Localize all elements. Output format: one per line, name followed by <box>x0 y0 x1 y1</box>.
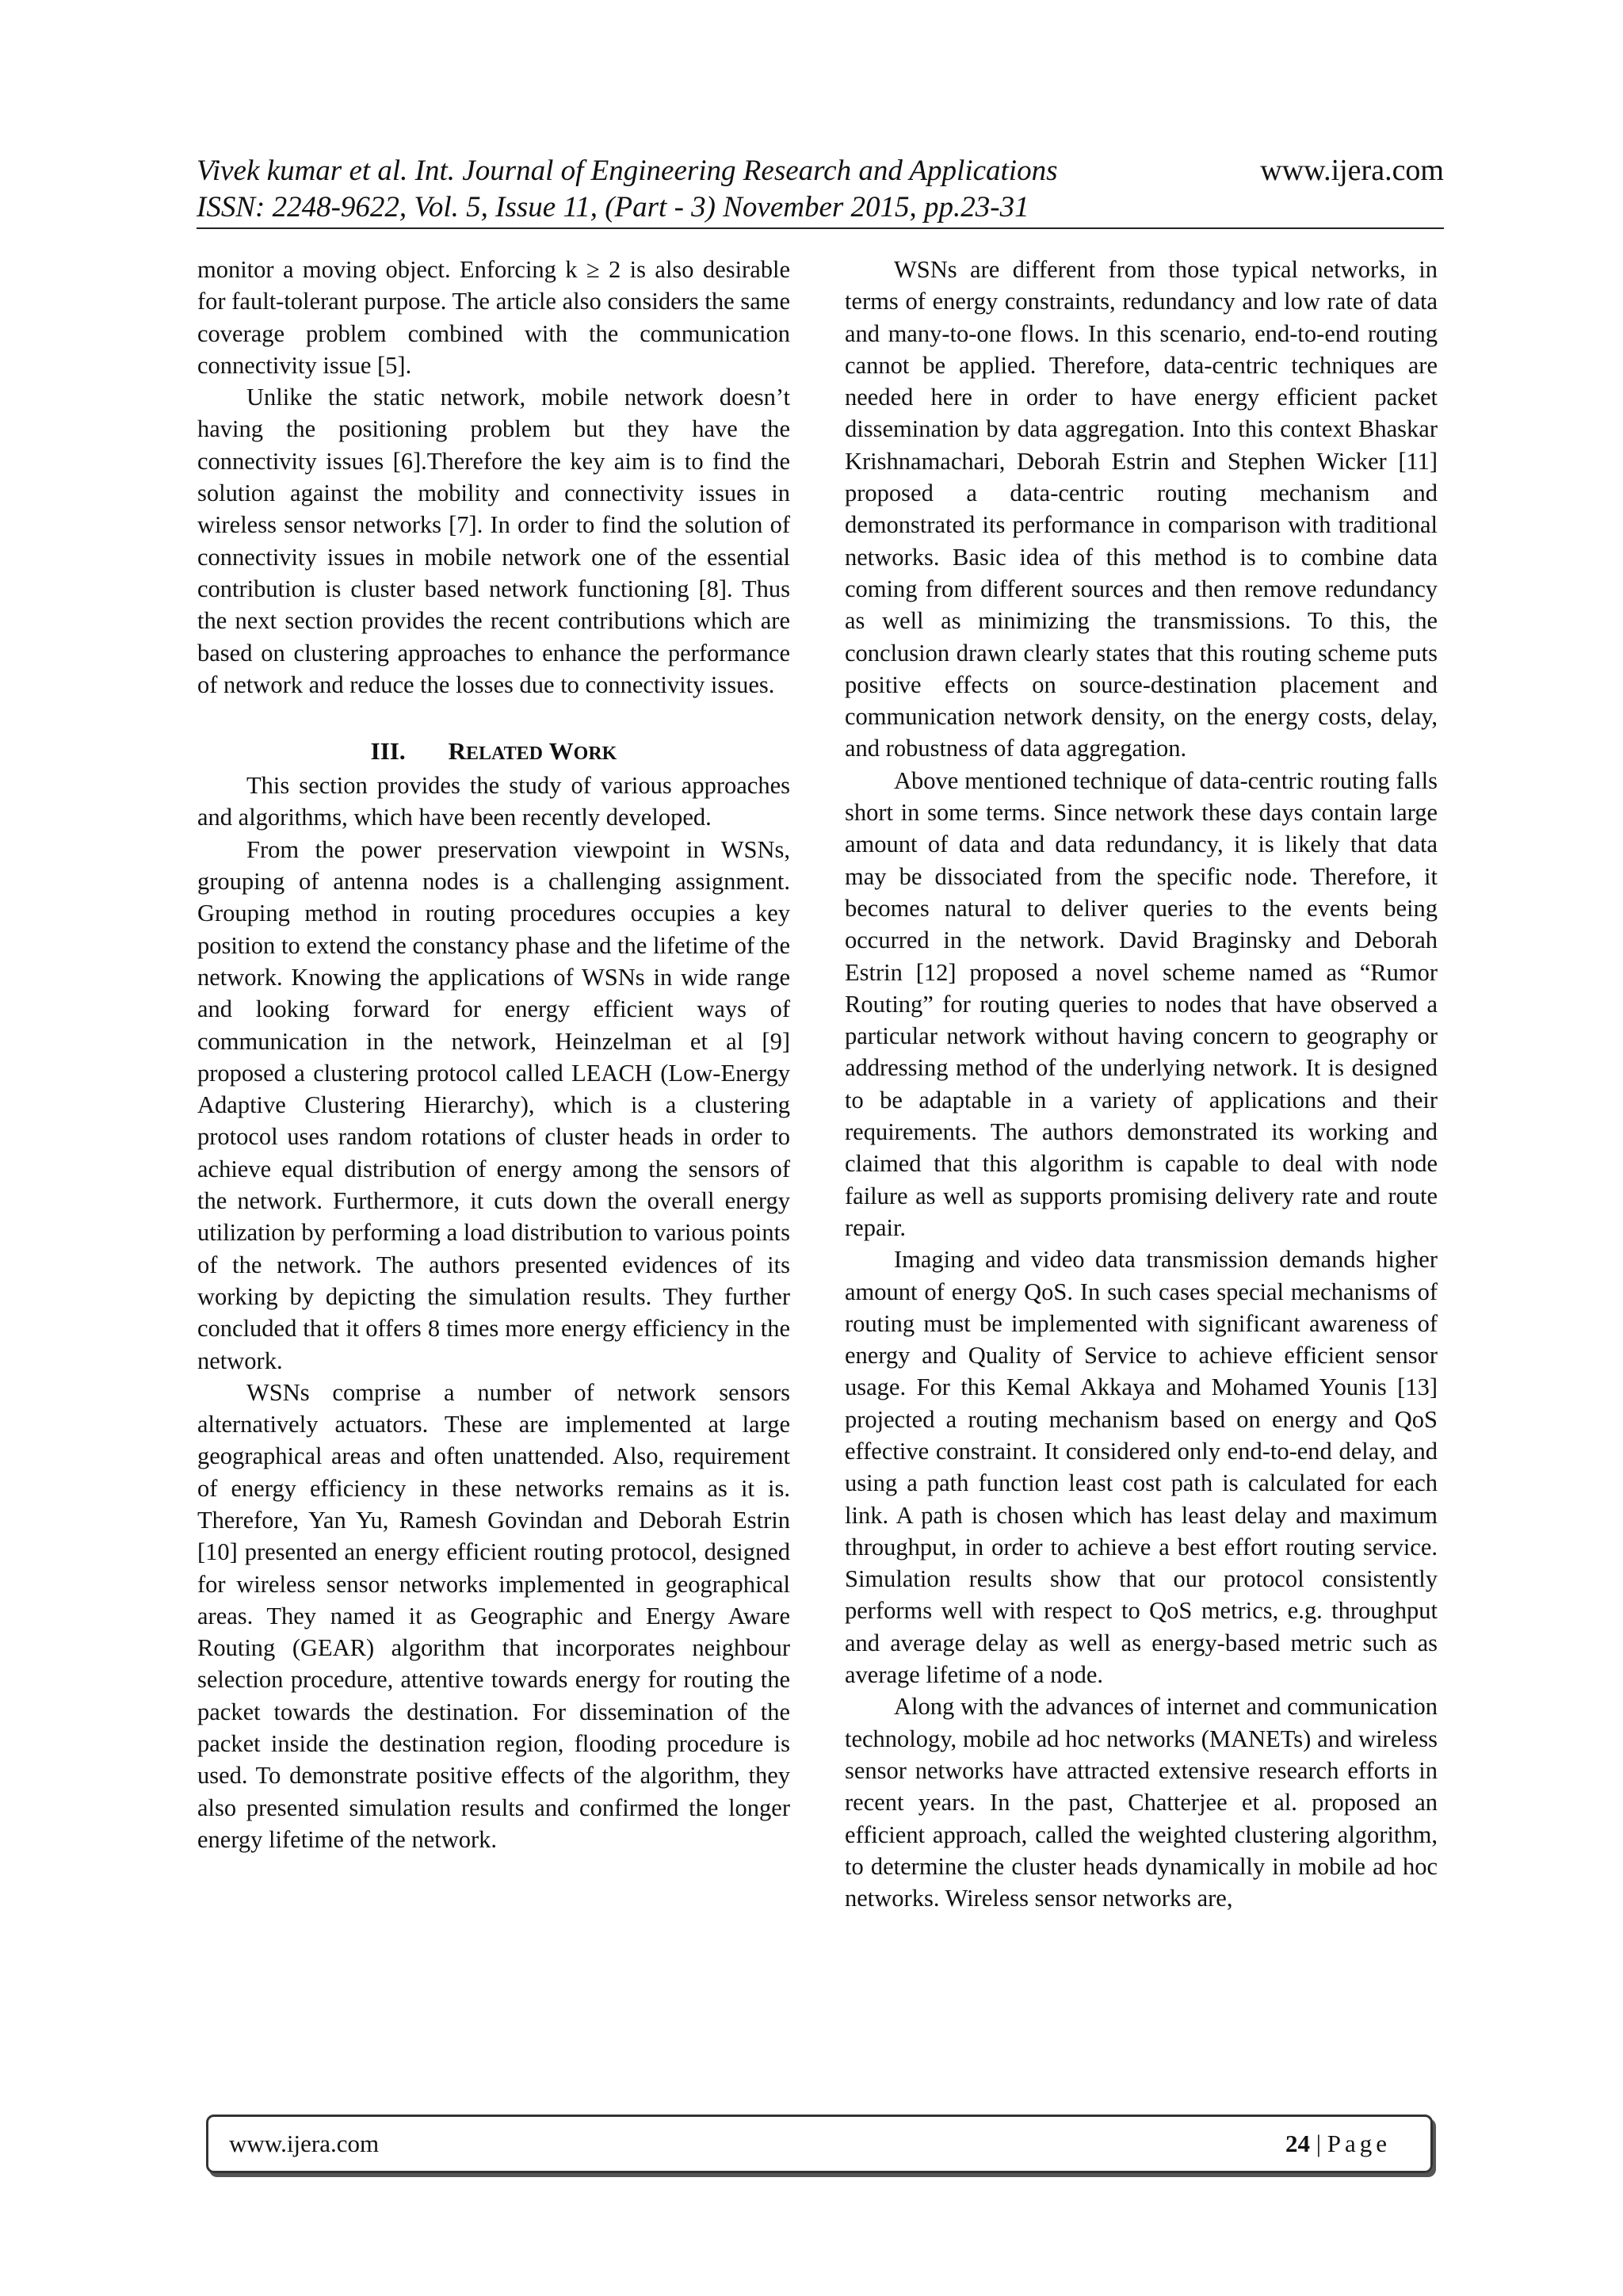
page-label: Page <box>1327 2130 1391 2157</box>
left-column <box>197 254 790 1855</box>
paragraph: Along with the advances of internet and communication technology, mobile ad hoc networks (MANETs) and wireless sensor networks have attracted extensive research efforts in recent years. In the past, Chatterjee et al. proposed an efficient approach, called the weighted clustering algorithm, to determine the cluster heads dynamically in mobile ad hoc networks. Wireless sensor networks are, <box>845 1693 1438 1912</box>
paragraph: Above mentioned technique of data-centric routing falls short in some terms. Since network these days contain large amount of data and data redundancy, it is likely that data may be dissociated from the specific node. Therefore, it becomes natural to deliver queries to the events being occurred in the network. David Braginsky and Deborah Estrin [12] proposed a novel scheme named as “Rumor Routing” for routing queries to nodes that have observed a particular network without having concern to geography or addressing method of the underlying network. It is designed to be adaptable in a variety of applications and their requirements. The authors demonstrated its working and claimed that this algorithm is capable to deal with node failure as well as supports promising delivery rate and route repair. <box>845 766 1438 1241</box>
page-number: 24 <box>1285 2130 1311 2157</box>
page-footer <box>206 2115 1433 2173</box>
section-heading: III. RELATED WORK <box>370 737 617 766</box>
paragraph: Unlike the static network, mobile network doesn’t having the positioning problem but they have the connectivity issues [6].Therefore the key aim is to find the solution against the mobility and connectivity issues in wireless sensor networks [7]. In order to find the solution of connectivity issues in mobile network one of the essential contribution is cluster based network functioning [8]. Thus the next section provides the recent contributions which are based on clustering approaches to enhance the performance of network and reduce the losses due to connectivity issues. <box>197 384 790 698</box>
header-rule <box>197 227 1444 229</box>
page-separator: | <box>1310 2130 1327 2157</box>
header-website[interactable]: www.ijera.com <box>1260 154 1444 187</box>
paragraph: monitor a moving object. Enforcing k ≥ 2 is also desirable for fault-tolerant purpose. The article also considers the same coverage problem combined with the communication connectivity issue [5]. <box>197 256 790 379</box>
page-indicator <box>1285 2130 1391 2158</box>
section-number: III. <box>370 737 406 766</box>
running-header <box>197 152 1444 229</box>
journal-citation: Vivek kumar et al. Int. Journal of Engineering Research and Applications <box>197 155 1058 187</box>
issn-line: ISSN: 2248-9622, Vol. 5, Issue 11, (Part - 3) November 2015, pp.23-31 <box>197 191 1029 223</box>
paragraph: WSNs are different from those typical networks, in terms of energy constraints, redundancy and low rate of data and many-to-one flows. In this scenario, end-to-end routing cannot be applied. Therefore, data-centric techniques are needed here in order to have energy efficient packet dissemination by data aggregation. Into this context Bhaskar Krishnamachari, Deborah Estrin and Stephen Wicker [11] proposed a data-centric routing mechanism and demonstrated its performance in comparison with traditional networks. Basic idea of this method is to combine data coming from different sources and then remove redundancy as well as minimizing the transmissions. To this, the conclusion drawn clearly states that this routing scheme puts positive effects on source-destination placement and communication network density, on the energy costs, delay, and robustness of data aggregation. <box>845 256 1438 762</box>
paragraph: From the power preservation viewpoint in WSNs, grouping of antenna nodes is a challenging assignment. Grouping method in routing procedures occupies a key position to extend the constancy phase and the lifetime of the network. Knowing the applications of WSNs in wide range and looking forward for energy efficient ways of communication in the network, Heinzelman et al [9] proposed a clustering protocol called LEACH (Low-Energy Adaptive Clustering Hierarchy), which is a clustering protocol uses random rotations of cluster heads in order to achieve equal distribution of energy among the sensors of the network. Furthermore, it cuts down the overall energy utilization by performing a load distribution to various points of the network. The authors presented evidences of its working by depicting the simulation results. They further concluded that it offers 8 times more energy efficiency in the network. <box>197 835 790 1374</box>
right-column <box>845 254 1438 1914</box>
paragraph: This section provides the study of various approaches and algorithms, which have been recently developed. <box>197 772 790 831</box>
paragraph: Imaging and video data transmission demands higher amount of energy QoS. In such cases special mechanisms of routing must be implemented with significant awareness of energy and Quality of Service to achieve efficient sensor usage. For this Kemal Akkaya and Mohamed Younis [13] projected a routing mechanism based on energy and QoS effective constraint. It considered only end-to-end delay, and using a path function least cost path is calculated for each link. A path is chosen which has least delay and maximum throughput, in order to achieve a best effort routing service. Simulation results show that our protocol consistently performs well with respect to QoS metrics, e.g. throughput and average delay as well as energy-based metric such as average lifetime of a node. <box>845 1246 1438 1689</box>
paragraph: WSNs comprise a number of network sensors alternatively actuators. These are implemented at large geographical areas and often unattended. Also, requirement of energy efficiency in these networks remains as it is. Therefore, Yan Yu, Ramesh Govindan and Deborah Estrin [10] presented an energy efficient routing protocol, designed for wireless sensor networks implemented in geographical areas. They named it as Geographic and Energy Aware Routing (GEAR) algorithm that incorporates neighbour selection procedure, attentive towards energy for routing the packet towards the destination. For dissemination of the packet inside the destination region, flooding procedure is used. To demonstrate positive effects of the algorithm, they also presented simulation results and confirmed the longer energy lifetime of the network. <box>197 1378 790 1853</box>
footer-website[interactable]: www.ijera.com <box>229 2130 380 2157</box>
